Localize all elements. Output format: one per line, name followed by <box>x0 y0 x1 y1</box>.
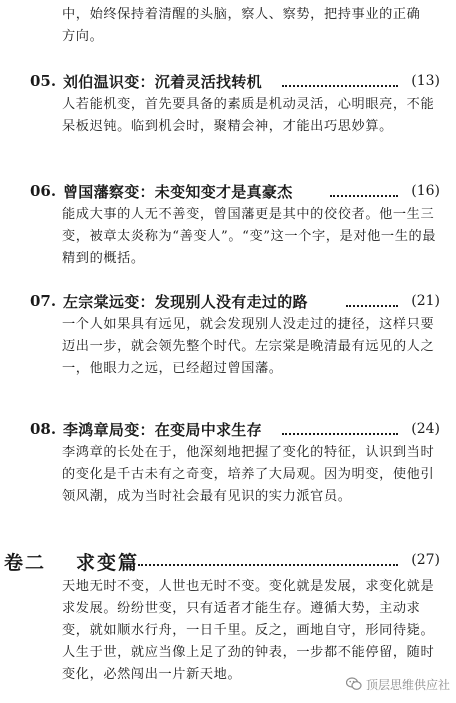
chapter-section <box>4 548 440 686</box>
entry-page-number: (21) <box>411 293 440 309</box>
toc-entry-05 <box>30 70 440 138</box>
entry-summary: 人若能机变，首先要具备的素质是机动灵活，心明眼亮，不能呆板迟钝。临到机会时，聚精会神，才能出巧思妙算。 <box>62 97 435 134</box>
entry-heading <box>30 70 440 94</box>
entry-number: 06. <box>30 182 57 200</box>
dot-leader <box>282 85 398 87</box>
chapter-page-number: (27) <box>411 552 440 568</box>
dot-leader <box>138 564 398 566</box>
chapter-label: 卷二 <box>4 552 47 574</box>
dot-leader <box>330 195 398 197</box>
toc-entry-06 <box>30 180 440 270</box>
entry-number: 08. <box>30 420 57 438</box>
intro-paragraph: 中，始终保持着清醒的头脑，察人、察势，把持事业的正确方向。 <box>62 7 421 44</box>
entry-title: 曾国藩察变：未变知变才是真豪杰 <box>63 183 293 201</box>
watermark-text: 顶层思维供应社 <box>365 677 450 692</box>
toc-entry-07 <box>30 290 440 380</box>
watermark <box>346 675 450 693</box>
entry-summary: 一个人如果具有远见，就会发现别人没走过的捷径，这样只要迈出一步，就会领先整个时代。左宗棠是晚清最有远见的人之一，他眼力之远，已经超过曾国藩。 <box>62 317 435 376</box>
dot-leader <box>346 305 398 307</box>
chapter-heading <box>4 548 440 576</box>
entry-page-number: (24) <box>411 421 440 437</box>
dot-leader <box>282 433 398 435</box>
chapter-summary: 天地无时不变，人世也无时不变。变化就是发展，求变化就是求发展。纷纷世变，只有适者才能生存。遵循大势，主动求变，就如顺水行舟，一日千里。反之，画地自守，形同待毙。人生于世，就应当像上足了劲的钟表，一步都不能停留，随时变化，必然闯出一片新天地。 <box>62 579 435 682</box>
chapter-title: 求变篇 <box>76 552 140 574</box>
entry-title: 左宗棠远变：发现别人没有走过的路 <box>63 293 308 311</box>
entry-summary: 能成大事的人无不善变，曾国藩更是其中的佼佼者。他一生三变，被章太炎称为“善变人”。“变”这一个字，是对他一生的最精到的概括。 <box>62 207 437 266</box>
toc-entry-08 <box>30 418 440 508</box>
entry-number: 07. <box>30 292 57 310</box>
entry-summary: 李鸿章的长处在于，他深刻地把握了变化的特征，认识到当时的变化是千古未有之奇变，培养了大局观。因为明变，使他引领风潮，成为当时社会最有见识的实力派官员。 <box>62 445 435 504</box>
entry-page-number: (13) <box>411 73 440 89</box>
wechat-icon <box>346 677 362 691</box>
entry-heading <box>30 418 440 442</box>
entry-heading <box>30 180 440 204</box>
entry-title: 李鸿章局变：在变局中求生存 <box>63 421 262 439</box>
entry-number: 05. <box>30 72 57 90</box>
entry-page-number: (16) <box>411 183 440 199</box>
entry-heading <box>30 290 440 314</box>
entry-title: 刘伯温识变：沉着灵活找转机 <box>63 73 262 91</box>
